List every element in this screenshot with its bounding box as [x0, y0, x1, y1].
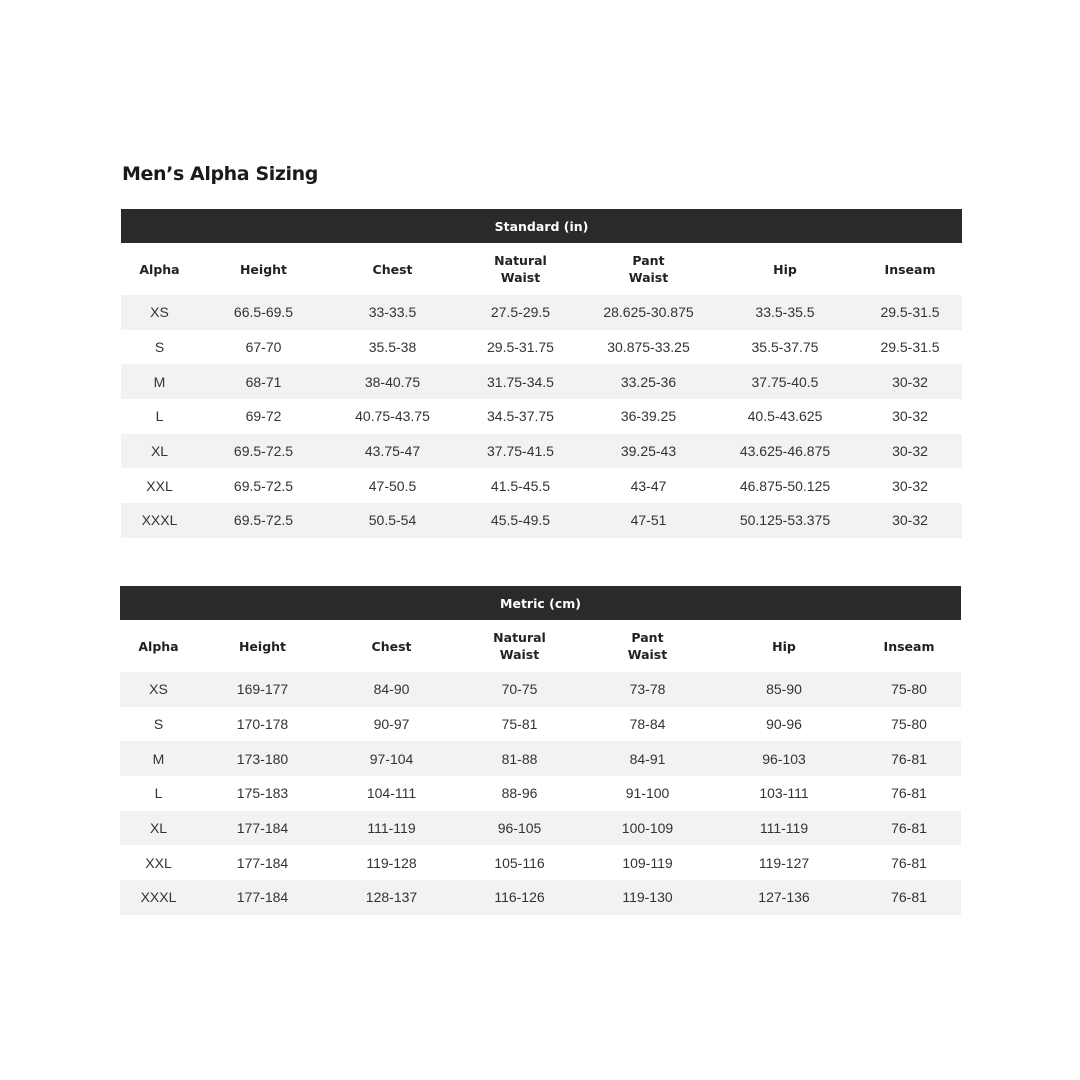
standard-size-table: [121, 209, 962, 538]
table-cell: 47-50.5: [329, 468, 456, 503]
table-cell: 46.875-50.125: [712, 468, 858, 503]
table-cell: 40.75-43.75: [329, 399, 456, 434]
table-cell: 33.5-35.5: [712, 295, 858, 330]
table-cell: XL: [120, 811, 197, 846]
table-cell: 33.25-36: [585, 364, 712, 399]
table-cell: 40.5-43.625: [712, 399, 858, 434]
table-cell: 50.125-53.375: [712, 503, 858, 538]
table-cell: 69.5-72.5: [198, 503, 329, 538]
table-cell: 45.5-49.5: [456, 503, 585, 538]
table-cell: 30-32: [858, 503, 962, 538]
table-cell: 104-111: [328, 776, 455, 811]
column-header: [329, 243, 456, 295]
table-cell: 75-80: [857, 707, 961, 742]
table-cell: 29.5-31.5: [858, 330, 962, 365]
table-row: [121, 399, 962, 434]
table-cell: 119-128: [328, 845, 455, 880]
table-cell: 84-90: [328, 672, 455, 707]
table-cell: XS: [120, 672, 197, 707]
table-cell: 68-71: [198, 364, 329, 399]
column-header: [584, 620, 711, 672]
table-cell: 173-180: [197, 741, 328, 776]
column-header: [197, 620, 328, 672]
table-cell: 90-97: [328, 707, 455, 742]
table-cell: 43-47: [585, 468, 712, 503]
column-header: [585, 243, 712, 295]
table-cell: 127-136: [711, 880, 857, 915]
metric-column-header-row: [120, 620, 961, 672]
column-header-line: Waist: [500, 270, 541, 285]
table-cell: 105-116: [455, 845, 584, 880]
column-header-line: Natural: [494, 253, 547, 268]
column-header-line: Alpha: [139, 261, 180, 277]
table-cell: 75-81: [455, 707, 584, 742]
table-cell: 43.75-47: [329, 434, 456, 469]
table-cell: 47-51: [585, 503, 712, 538]
metric-table-caption: Metric (cm): [120, 586, 961, 620]
table-cell: 76-81: [857, 845, 961, 880]
table-row: [120, 741, 961, 776]
table-row: [121, 468, 962, 503]
table-cell: 177-184: [197, 811, 328, 846]
table-cell: 90-96: [711, 707, 857, 742]
column-header-line: Pant: [631, 630, 664, 645]
table-cell: S: [120, 707, 197, 742]
table-row: [121, 295, 962, 330]
column-header: [328, 620, 455, 672]
standard-table-caption: Standard (in): [121, 209, 962, 243]
table-cell: 76-81: [857, 741, 961, 776]
column-header: [455, 620, 584, 672]
table-cell: M: [121, 364, 198, 399]
table-cell: 35.5-37.75: [712, 330, 858, 365]
table-row: [120, 776, 961, 811]
table-cell: 36-39.25: [585, 399, 712, 434]
column-header-line: Chest: [372, 261, 413, 277]
table-cell: 31.75-34.5: [456, 364, 585, 399]
table-cell: 38-40.75: [329, 364, 456, 399]
metric-size-table: [120, 586, 961, 915]
table-cell: S: [121, 330, 198, 365]
table-cell: XXXL: [121, 503, 198, 538]
table-cell: 28.625-30.875: [585, 295, 712, 330]
table-cell: 109-119: [584, 845, 711, 880]
column-header-line: Inseam: [883, 638, 935, 654]
table-row: [120, 811, 961, 846]
table-cell: XS: [121, 295, 198, 330]
table-cell: 29.5-31.5: [858, 295, 962, 330]
table-cell: 85-90: [711, 672, 857, 707]
table-cell: 30.875-33.25: [585, 330, 712, 365]
table-row: [120, 880, 961, 915]
metric-table-body: [120, 672, 961, 915]
column-header-line: Hip: [773, 261, 797, 277]
column-header: [121, 243, 198, 295]
table-cell: 119-127: [711, 845, 857, 880]
standard-table-body: [121, 295, 962, 538]
table-cell: 30-32: [858, 468, 962, 503]
table-row: [120, 845, 961, 880]
standard-column-header-row: [121, 243, 962, 295]
table-cell: 43.625-46.875: [712, 434, 858, 469]
table-cell: 100-109: [584, 811, 711, 846]
table-cell: 91-100: [584, 776, 711, 811]
table-cell: 116-126: [455, 880, 584, 915]
table-row: [120, 707, 961, 742]
column-header: [711, 620, 857, 672]
column-header: [857, 620, 961, 672]
column-header-line: Hip: [772, 638, 796, 654]
table-cell: 177-184: [197, 880, 328, 915]
table-cell: 76-81: [857, 811, 961, 846]
column-header-line: Waist: [628, 270, 669, 285]
table-row: [121, 364, 962, 399]
table-cell: 35.5-38: [329, 330, 456, 365]
table-cell: 30-32: [858, 364, 962, 399]
table-cell: 33-33.5: [329, 295, 456, 330]
table-cell: 66.5-69.5: [198, 295, 329, 330]
column-header-line: Height: [239, 261, 288, 277]
table-cell: XXL: [120, 845, 197, 880]
table-cell: 88-96: [455, 776, 584, 811]
table-cell: M: [120, 741, 197, 776]
table-cell: 76-81: [857, 776, 961, 811]
table-cell: 50.5-54: [329, 503, 456, 538]
table-cell: 67-70: [198, 330, 329, 365]
column-header-line: Chest: [371, 638, 412, 654]
table-cell: 81-88: [455, 741, 584, 776]
table-cell: 84-91: [584, 741, 711, 776]
table-cell: 37.75-41.5: [456, 434, 585, 469]
table-cell: 103-111: [711, 776, 857, 811]
column-header-line: Pant: [632, 253, 665, 268]
table-cell: 30-32: [858, 399, 962, 434]
page-title: Men’s Alpha Sizing: [122, 163, 318, 185]
table-cell: 34.5-37.75: [456, 399, 585, 434]
table-cell: 76-81: [857, 880, 961, 915]
table-cell: 41.5-45.5: [456, 468, 585, 503]
table-row: [121, 434, 962, 469]
column-header-line: Waist: [627, 647, 668, 662]
table-cell: 30-32: [858, 434, 962, 469]
table-cell: 27.5-29.5: [456, 295, 585, 330]
table-cell: 37.75-40.5: [712, 364, 858, 399]
table-cell: XXL: [121, 468, 198, 503]
column-header-line: Natural: [493, 630, 546, 645]
table-cell: 70-75: [455, 672, 584, 707]
table-cell: 29.5-31.75: [456, 330, 585, 365]
table-row: [121, 503, 962, 538]
table-cell: 69.5-72.5: [198, 468, 329, 503]
column-header: [198, 243, 329, 295]
column-header-line: Inseam: [884, 261, 936, 277]
table-cell: 111-119: [711, 811, 857, 846]
table-cell: XL: [121, 434, 198, 469]
table-cell: 175-183: [197, 776, 328, 811]
table-cell: 69.5-72.5: [198, 434, 329, 469]
table-cell: 170-178: [197, 707, 328, 742]
column-header-line: Alpha: [138, 638, 179, 654]
column-header: [120, 620, 197, 672]
column-header: [456, 243, 585, 295]
table-cell: 73-78: [584, 672, 711, 707]
table-cell: 119-130: [584, 880, 711, 915]
column-header-line: Height: [238, 638, 287, 654]
table-cell: L: [120, 776, 197, 811]
table-cell: 96-103: [711, 741, 857, 776]
table-cell: L: [121, 399, 198, 434]
table-cell: 39.25-43: [585, 434, 712, 469]
table-row: [121, 330, 962, 365]
column-header: [858, 243, 962, 295]
table-row: [120, 672, 961, 707]
table-cell: 169-177: [197, 672, 328, 707]
table-cell: XXXL: [120, 880, 197, 915]
column-header: [712, 243, 858, 295]
table-cell: 97-104: [328, 741, 455, 776]
table-cell: 111-119: [328, 811, 455, 846]
column-header-line: Waist: [499, 647, 540, 662]
table-cell: 75-80: [857, 672, 961, 707]
table-cell: 96-105: [455, 811, 584, 846]
table-cell: 69-72: [198, 399, 329, 434]
table-cell: 78-84: [584, 707, 711, 742]
table-cell: 128-137: [328, 880, 455, 915]
table-cell: 177-184: [197, 845, 328, 880]
